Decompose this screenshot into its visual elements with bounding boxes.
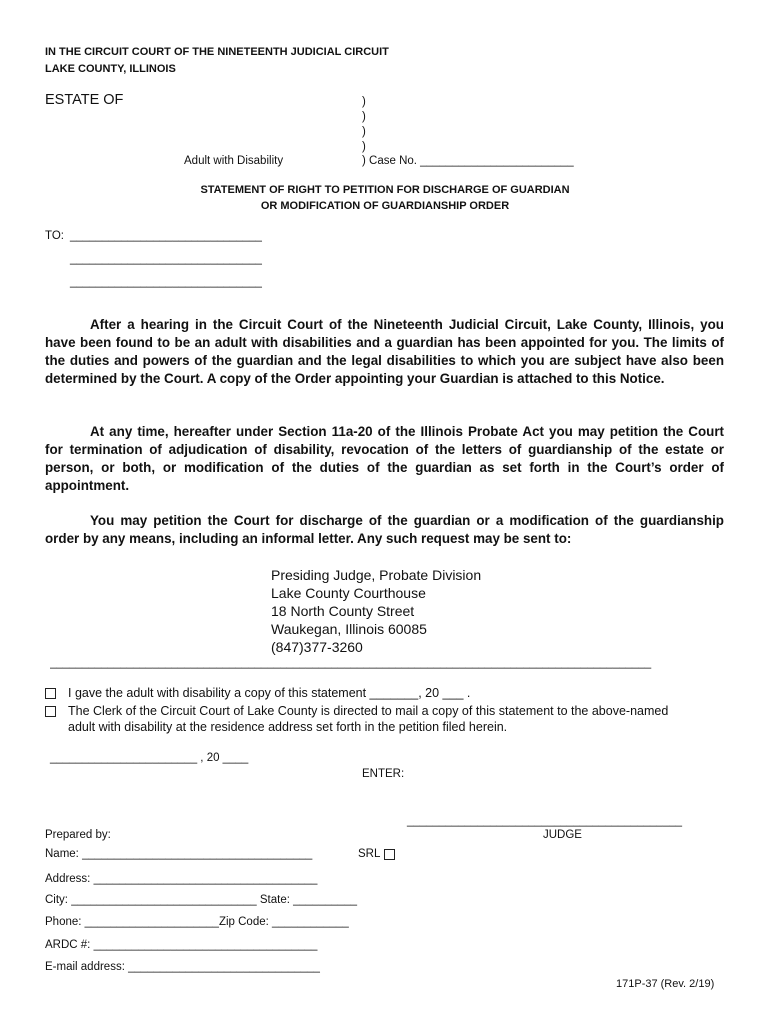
to-label: TO: <box>45 230 64 242</box>
address-line-2: Lake County Courthouse <box>271 585 426 601</box>
checkbox-clerk-mail[interactable] <box>45 706 56 717</box>
paragraph-informal-letter-text: You may petition the Court for discharge of the guardian or a modification of the guardianship order by any means, including an informal letter. Any such request may be sent to: <box>45 513 724 546</box>
recipient-line-2[interactable]: ______________________________ <box>70 253 262 265</box>
option-clerk-mail-text-cont: adult with disability at the residence address set forth in the petition filed herein. <box>68 720 508 734</box>
caption-paren: ) <box>362 126 366 138</box>
paragraph-informal-letter <box>45 512 724 548</box>
case-number-field[interactable]: ) Case No. ________________________ <box>362 155 574 167</box>
email-field[interactable]: E-mail address: ______________________________ <box>45 961 320 973</box>
judge-label: JUDGE <box>543 829 582 841</box>
paragraph-petition-rights-text: At any time, hereafter under Section 11a-20 of the Illinois Probate Act you may petition the Court for termination of adjudication of disability, revocation of the letters of guardianship of the estate or person, or both, or modification of the duties of the guardian as set forth in the Court’s order of appointment. <box>45 424 724 493</box>
address-line-3: 18 North County Street <box>271 603 415 619</box>
phone-zip-field[interactable]: Phone: _____________________Zip Code: ____________ <box>45 916 349 928</box>
caption-paren: ) <box>362 96 366 108</box>
option-gave-copy-text: I gave the adult with disability a copy of this statement _______, 20 ___ . <box>68 686 471 700</box>
srl-label: SRL <box>358 848 381 860</box>
section-divider: ______________________________________________________________________________________________ <box>50 657 652 669</box>
court-name: IN THE CIRCUIT COURT OF THE NINETEENTH JUDICIAL CIRCUIT <box>45 46 389 58</box>
name-field[interactable]: Name: ____________________________________ <box>45 848 313 860</box>
address-field[interactable]: Address: ___________________________________ <box>45 873 318 885</box>
paragraph-hearing-text: After a hearing in the Circuit Court of the Nineteenth Judicial Circuit, Lake County, Illinois, you have been found to be an adult with disabilities and a guardian has been appointed for you. The limits of the duties and powers of the guardian and the legal disabilities to which you are subject have also been determined by the Court. A copy of the Order appointing your Guardian is attached to this Notice. <box>45 317 724 386</box>
paragraph-hearing <box>45 316 724 388</box>
adult-with-disability-label: Adult with Disability <box>184 155 284 167</box>
paragraph-petition-rights <box>45 423 724 495</box>
caption-paren: ) <box>362 141 366 153</box>
date-line[interactable]: _______________________ , 20 ____ <box>50 752 249 764</box>
judge-signature-line[interactable]: ___________________________________________ <box>407 815 683 827</box>
address-line-1: Presiding Judge, Probate Division <box>271 567 482 583</box>
checkbox-srl[interactable] <box>384 849 395 860</box>
address-line-4: Waukegan, Illinois 60085 <box>271 621 427 637</box>
recipient-line-1[interactable]: ______________________________ <box>70 230 262 242</box>
form-number: 171P-37 (Rev. 2/19) <box>616 978 715 990</box>
checkbox-gave-copy[interactable] <box>45 688 56 699</box>
estate-of-label: ESTATE OF <box>45 92 124 108</box>
document-title: STATEMENT OF RIGHT TO PETITION FOR DISCHARGE OF GUARDIAN <box>200 184 570 196</box>
ardc-field[interactable]: ARDC #: ___________________________________ <box>45 939 318 951</box>
county-name: LAKE COUNTY, ILLINOIS <box>45 63 176 75</box>
recipient-line-3[interactable]: ______________________________ <box>70 276 262 288</box>
city-state-field[interactable]: City: _____________________________ State: __________ <box>45 894 358 906</box>
enter-label: ENTER: <box>362 768 405 780</box>
prepared-by-label: Prepared by: <box>45 829 111 841</box>
option-clerk-mail-text: The Clerk of the Circuit Court of Lake County is directed to mail a copy of this statement to the above-named <box>68 704 669 718</box>
document-title-line2: OR MODIFICATION OF GUARDIANSHIP ORDER <box>260 200 510 212</box>
address-line-5: (847)377-3260 <box>271 639 363 655</box>
caption-paren: ) <box>362 111 366 123</box>
